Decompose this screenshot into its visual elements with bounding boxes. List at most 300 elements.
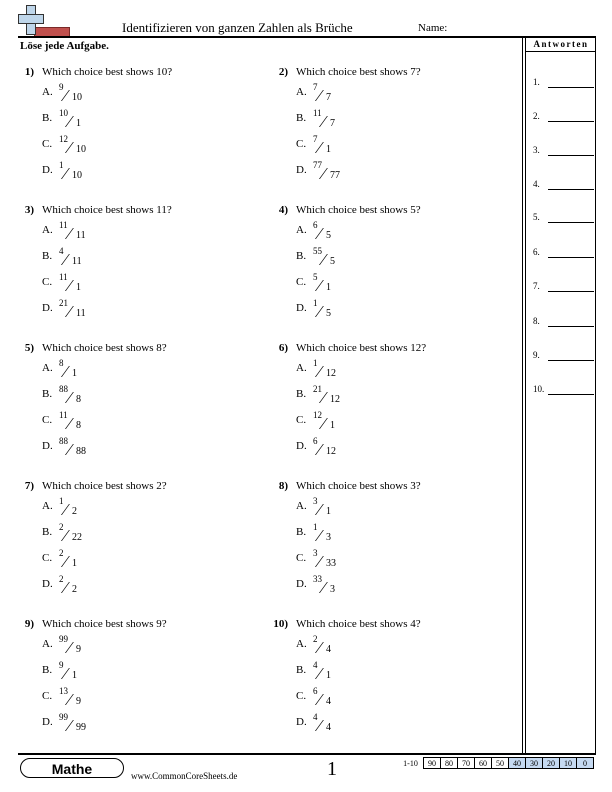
answer-choice[interactable]: [296, 134, 351, 158]
fraction: [311, 686, 351, 710]
answer-choice[interactable]: [296, 712, 351, 736]
problem-question: Which choice best shows 3?: [296, 480, 421, 492]
fraction-slash: ⁄: [322, 414, 325, 433]
fraction-numerator: 77: [313, 160, 322, 170]
fraction-numerator: 1: [313, 298, 318, 308]
fraction: [311, 496, 351, 520]
fraction-slash: ⁄: [318, 716, 321, 735]
fraction-numerator: 11: [59, 220, 68, 230]
fraction-denominator: 1: [72, 368, 77, 379]
fraction-slash: ⁄: [318, 500, 321, 519]
fraction: [311, 160, 351, 184]
fraction-slash: ⁄: [318, 552, 321, 571]
problem-number: 5): [24, 342, 34, 354]
answer-number: 2.: [533, 111, 540, 121]
answer-number: 1.: [533, 77, 540, 87]
fraction-numerator: 2: [59, 522, 64, 532]
answer-choice[interactable]: [42, 160, 97, 184]
fraction: [311, 574, 351, 598]
fraction-denominator: 5: [330, 256, 335, 267]
fraction-denominator: 1: [330, 420, 335, 431]
fraction: [57, 496, 97, 520]
choice-letter: D.: [296, 302, 307, 314]
choice-letter: D.: [296, 440, 307, 452]
fraction: [57, 358, 97, 382]
choice-letter: B.: [296, 526, 307, 538]
footer-url: www.CommonCoreSheets.de: [131, 771, 238, 781]
fraction-denominator: 2: [72, 584, 77, 595]
fraction-slash: ⁄: [68, 138, 71, 157]
answer-choice[interactable]: [42, 384, 97, 408]
fraction: [57, 272, 97, 296]
answer-number: 8.: [533, 316, 540, 326]
score-cell: 60: [475, 758, 492, 769]
problem-question: Which choice best shows 5?: [296, 204, 421, 216]
answer-choice[interactable]: [42, 436, 97, 460]
fraction-slash: ⁄: [318, 138, 321, 157]
choice-letter: C.: [42, 552, 53, 564]
answer-choice[interactable]: [296, 660, 351, 684]
answer-blank[interactable]: [548, 155, 594, 156]
fraction-denominator: 11: [76, 308, 86, 319]
fraction-denominator: 11: [72, 256, 82, 267]
fraction-denominator: 22: [72, 532, 82, 543]
fraction: [57, 82, 97, 106]
choice-letter: C.: [42, 138, 53, 150]
fraction-numerator: 1: [59, 160, 64, 170]
fraction-denominator: 10: [72, 92, 82, 103]
panel-divider-outer: [522, 36, 523, 754]
fraction-denominator: 1: [76, 118, 81, 129]
choice-letter: A.: [296, 362, 307, 374]
answer-number: 5.: [533, 212, 540, 222]
problem-question: Which choice best shows 11?: [42, 204, 172, 216]
answer-choice[interactable]: [42, 298, 97, 322]
fraction-numerator: 1: [313, 358, 318, 368]
fraction-numerator: 9: [59, 660, 64, 670]
choice-letter: D.: [42, 302, 53, 314]
choice-letter: D.: [42, 440, 53, 452]
fraction: [57, 522, 97, 546]
choice-letter: B.: [42, 112, 53, 124]
fraction: [57, 160, 97, 184]
fraction-slash: ⁄: [64, 250, 67, 269]
answer-choice[interactable]: [296, 548, 351, 572]
answer-choice[interactable]: [296, 574, 351, 598]
fraction-slash: ⁄: [68, 224, 71, 243]
footer-rule: [18, 753, 596, 755]
fraction-numerator: 11: [59, 410, 68, 420]
answer-choice[interactable]: [42, 574, 97, 598]
name-label: Name:: [418, 22, 448, 34]
problem-number: 10): [273, 618, 288, 630]
answer-choice[interactable]: [42, 496, 97, 520]
fraction-denominator: 1: [72, 558, 77, 569]
fraction-denominator: 8: [76, 394, 81, 405]
fraction: [311, 548, 351, 572]
fraction-numerator: 10: [59, 108, 68, 118]
problem-question: Which choice best shows 4?: [296, 618, 421, 630]
fraction-slash: ⁄: [318, 690, 321, 709]
problem-question: Which choice best shows 9?: [42, 618, 167, 630]
problem-number: 2): [278, 66, 288, 78]
fraction-denominator: 99: [76, 722, 86, 733]
answer-choice[interactable]: [296, 298, 351, 322]
answer-choice[interactable]: [296, 108, 351, 132]
fraction-numerator: 33: [313, 574, 322, 584]
choice-letter: A.: [42, 362, 53, 374]
choice-letter: B.: [296, 388, 307, 400]
answer-choice[interactable]: [296, 410, 351, 434]
fraction-numerator: 4: [313, 712, 318, 722]
fraction-denominator: 1: [326, 282, 331, 293]
fraction: [57, 220, 97, 244]
choice-letter: C.: [296, 552, 307, 564]
fraction: [311, 712, 351, 736]
fraction-numerator: 3: [313, 548, 318, 558]
panel-right-edge: [595, 36, 596, 754]
score-cell: 70: [458, 758, 475, 769]
fraction-slash: ⁄: [322, 388, 325, 407]
fraction-slash: ⁄: [322, 164, 325, 183]
fraction: [57, 410, 97, 434]
fraction-numerator: 12: [59, 134, 68, 144]
answer-choice[interactable]: [42, 522, 97, 546]
fraction-denominator: 12: [326, 446, 336, 457]
fraction-numerator: 4: [59, 246, 64, 256]
fraction-denominator: 11: [76, 230, 86, 241]
answer-choice[interactable]: [296, 634, 351, 658]
fraction-numerator: 8: [59, 358, 64, 368]
choice-letter: B.: [42, 388, 53, 400]
score-cell: 0: [577, 758, 594, 769]
score-cell: 50: [492, 758, 509, 769]
score-cell: 90: [424, 758, 441, 769]
fraction: [311, 246, 351, 270]
fraction-denominator: 7: [330, 118, 335, 129]
fraction-denominator: 33: [326, 558, 336, 569]
answer-blank[interactable]: [548, 360, 594, 361]
answer-choice[interactable]: [42, 82, 97, 106]
fraction-numerator: 55: [313, 246, 322, 256]
fraction-numerator: 1: [313, 522, 318, 532]
fraction: [57, 574, 97, 598]
answers-heading: Antworten: [533, 39, 589, 49]
fraction-slash: ⁄: [322, 578, 325, 597]
fraction-denominator: 1: [72, 670, 77, 681]
answer-choice[interactable]: [296, 160, 351, 184]
fraction-slash: ⁄: [318, 276, 321, 295]
score-cell: 80: [441, 758, 458, 769]
answer-choice[interactable]: [42, 410, 97, 434]
instructions: Löse jede Aufgabe.: [20, 40, 109, 52]
fraction-slash: ⁄: [68, 276, 71, 295]
score-label: 1-10: [403, 758, 418, 768]
fraction-slash: ⁄: [68, 388, 71, 407]
choice-letter: A.: [42, 500, 53, 512]
score-cell: 30: [526, 758, 543, 769]
fraction-denominator: 4: [326, 696, 331, 707]
fraction-numerator: 99: [59, 712, 68, 722]
fraction-denominator: 3: [326, 532, 331, 543]
problem-number: 4): [278, 204, 288, 216]
subject-badge: Mathe: [20, 758, 124, 778]
score-cell: 10: [560, 758, 577, 769]
fraction-denominator: 8: [76, 420, 81, 431]
choice-letter: D.: [42, 578, 53, 590]
fraction-numerator: 5: [313, 272, 318, 282]
answer-number: 6.: [533, 247, 540, 257]
fraction: [311, 272, 351, 296]
problem-number: 1): [24, 66, 34, 78]
fraction-slash: ⁄: [68, 440, 71, 459]
fraction-denominator: 12: [326, 368, 336, 379]
problem-number: 8): [278, 480, 288, 492]
problem-question: Which choice best shows 12?: [296, 342, 427, 354]
problem-number: 9): [24, 618, 34, 630]
fraction-slash: ⁄: [322, 112, 325, 131]
fraction-denominator: 77: [330, 170, 340, 181]
panel-divider-inner: [525, 36, 526, 754]
fraction-denominator: 10: [76, 144, 86, 155]
answer-choice[interactable]: [42, 220, 97, 244]
score-table: [398, 757, 594, 769]
choice-letter: D.: [42, 164, 53, 176]
fraction: [311, 298, 351, 322]
problem-question: Which choice best shows 10?: [42, 66, 173, 78]
answer-choice[interactable]: [42, 712, 97, 736]
choice-letter: B.: [296, 112, 307, 124]
problem-question: Which choice best shows 7?: [296, 66, 421, 78]
choice-letter: A.: [296, 224, 307, 236]
fraction-slash: ⁄: [318, 664, 321, 683]
answer-number: 9.: [533, 350, 540, 360]
header-rule: [18, 36, 596, 38]
fraction-slash: ⁄: [68, 414, 71, 433]
answer-number: 7.: [533, 281, 540, 291]
answer-choice[interactable]: [296, 358, 351, 382]
answer-choice[interactable]: [42, 246, 97, 270]
answer-choice[interactable]: [42, 660, 97, 684]
answer-choice[interactable]: [296, 272, 351, 296]
page-title: Identifizieren von ganzen Zahlen als Brüche: [122, 20, 353, 35]
answer-choice[interactable]: [42, 134, 97, 158]
answer-choice[interactable]: [42, 272, 97, 296]
fraction-numerator: 9: [59, 82, 64, 92]
fraction-slash: ⁄: [318, 362, 321, 381]
fraction: [57, 712, 97, 736]
fraction: [311, 220, 351, 244]
answer-choice[interactable]: [296, 436, 351, 460]
fraction-denominator: 2: [72, 506, 77, 517]
fraction-slash: ⁄: [318, 526, 321, 545]
choice-letter: A.: [296, 500, 307, 512]
fraction-numerator: 99: [59, 634, 68, 644]
fraction-numerator: 21: [59, 298, 68, 308]
choice-letter: C.: [296, 276, 307, 288]
choice-letter: B.: [296, 250, 307, 262]
fraction-denominator: 9: [76, 644, 81, 655]
problem-question: Which choice best shows 8?: [42, 342, 167, 354]
fraction-slash: ⁄: [64, 500, 67, 519]
choice-letter: B.: [42, 250, 53, 262]
answer-choice[interactable]: [296, 220, 351, 244]
answer-blank[interactable]: [548, 222, 594, 223]
answer-choice[interactable]: [42, 548, 97, 572]
fraction-numerator: 6: [313, 220, 318, 230]
fraction: [57, 634, 97, 658]
fraction-numerator: 2: [59, 548, 64, 558]
fraction: [57, 134, 97, 158]
choice-letter: A.: [42, 638, 53, 650]
fraction-denominator: 12: [330, 394, 340, 405]
answer-choice[interactable]: [42, 358, 97, 382]
answer-blank[interactable]: [548, 291, 594, 292]
answer-blank[interactable]: [548, 87, 594, 88]
fraction-numerator: 3: [313, 496, 318, 506]
fraction-numerator: 2: [59, 574, 64, 584]
fraction-slash: ⁄: [318, 86, 321, 105]
fraction-denominator: 4: [326, 722, 331, 733]
fraction-denominator: 88: [76, 446, 86, 457]
fraction: [57, 660, 97, 684]
choice-letter: D.: [296, 578, 307, 590]
fraction-denominator: 10: [72, 170, 82, 181]
fraction-denominator: 1: [326, 144, 331, 155]
choice-letter: C.: [296, 138, 307, 150]
fraction-slash: ⁄: [64, 552, 67, 571]
fraction: [57, 108, 97, 132]
choice-letter: B.: [42, 664, 53, 676]
fraction-numerator: 12: [313, 410, 322, 420]
choice-letter: C.: [42, 276, 53, 288]
fraction-denominator: 4: [326, 644, 331, 655]
fraction: [311, 522, 351, 546]
fraction-numerator: 11: [313, 108, 322, 118]
fraction-numerator: 1: [59, 496, 64, 506]
fraction-slash: ⁄: [318, 638, 321, 657]
fraction: [311, 660, 351, 684]
fraction-denominator: 7: [326, 92, 331, 103]
fraction: [311, 82, 351, 106]
answer-number: 10.: [533, 384, 545, 394]
fraction-denominator: 1: [76, 282, 81, 293]
fraction-denominator: 5: [326, 230, 331, 241]
score-cell: 20: [543, 758, 560, 769]
fraction-slash: ⁄: [318, 224, 321, 243]
choice-letter: C.: [42, 690, 53, 702]
fraction-slash: ⁄: [68, 302, 71, 321]
fraction: [311, 436, 351, 460]
fraction: [57, 436, 97, 460]
answer-blank[interactable]: [548, 394, 594, 395]
fraction-numerator: 7: [313, 82, 318, 92]
fraction-slash: ⁄: [318, 302, 321, 321]
answer-choice[interactable]: [296, 686, 351, 710]
problem-number: 6): [278, 342, 288, 354]
fraction: [311, 384, 351, 408]
answer-blank[interactable]: [548, 189, 594, 190]
fraction-denominator: 1: [326, 506, 331, 517]
answer-blank[interactable]: [548, 257, 594, 258]
choice-letter: A.: [296, 638, 307, 650]
fraction-slash: ⁄: [318, 440, 321, 459]
logo-icon: [18, 5, 70, 37]
choice-letter: D.: [42, 716, 53, 728]
fraction-numerator: 7: [313, 134, 318, 144]
page-number: 1: [327, 758, 337, 780]
fraction: [57, 246, 97, 270]
fraction: [57, 548, 97, 572]
fraction-numerator: 4: [313, 660, 318, 670]
fraction-slash: ⁄: [64, 164, 67, 183]
answer-choice[interactable]: [296, 384, 351, 408]
choice-letter: A.: [42, 224, 53, 236]
fraction-slash: ⁄: [68, 638, 71, 657]
fraction-slash: ⁄: [322, 250, 325, 269]
fraction-slash: ⁄: [68, 690, 71, 709]
fraction: [311, 108, 351, 132]
answer-choice[interactable]: [296, 522, 351, 546]
fraction: [311, 410, 351, 434]
fraction-numerator: 21: [313, 384, 322, 394]
answer-number: 3.: [533, 145, 540, 155]
fraction-slash: ⁄: [64, 578, 67, 597]
score-cell: 40: [509, 758, 526, 769]
fraction-numerator: 2: [313, 634, 318, 644]
choice-letter: B.: [42, 526, 53, 538]
fraction-denominator: 1: [326, 670, 331, 681]
choice-letter: C.: [296, 690, 307, 702]
choice-letter: A.: [296, 86, 307, 98]
fraction: [57, 384, 97, 408]
answer-choice[interactable]: [296, 82, 351, 106]
problem-number: 3): [24, 204, 34, 216]
answer-choice[interactable]: [296, 496, 351, 520]
fraction: [311, 134, 351, 158]
fraction-slash: ⁄: [64, 664, 67, 683]
answer-choice[interactable]: [42, 108, 97, 132]
fraction-numerator: 6: [313, 686, 318, 696]
choice-letter: D.: [296, 716, 307, 728]
answer-choice[interactable]: [42, 634, 97, 658]
fraction: [311, 634, 351, 658]
fraction-slash: ⁄: [68, 716, 71, 735]
fraction-denominator: 9: [76, 696, 81, 707]
answer-blank[interactable]: [548, 326, 594, 327]
answer-choice[interactable]: [296, 246, 351, 270]
choice-letter: A.: [42, 86, 53, 98]
fraction-denominator: 3: [330, 584, 335, 595]
choice-letter: C.: [42, 414, 53, 426]
fraction-slash: ⁄: [64, 362, 67, 381]
fraction-numerator: 13: [59, 686, 68, 696]
fraction-numerator: 6: [313, 436, 318, 446]
answers-heading-rule: [526, 51, 596, 52]
fraction: [57, 298, 97, 322]
choice-letter: C.: [296, 414, 307, 426]
fraction-denominator: 5: [326, 308, 331, 319]
answer-choice[interactable]: [42, 686, 97, 710]
answer-blank[interactable]: [548, 121, 594, 122]
fraction-numerator: 11: [59, 272, 68, 282]
fraction: [311, 358, 351, 382]
fraction-slash: ⁄: [68, 112, 71, 131]
fraction-numerator: 88: [59, 384, 68, 394]
problem-question: Which choice best shows 2?: [42, 480, 167, 492]
choice-letter: D.: [296, 164, 307, 176]
fraction-slash: ⁄: [64, 526, 67, 545]
